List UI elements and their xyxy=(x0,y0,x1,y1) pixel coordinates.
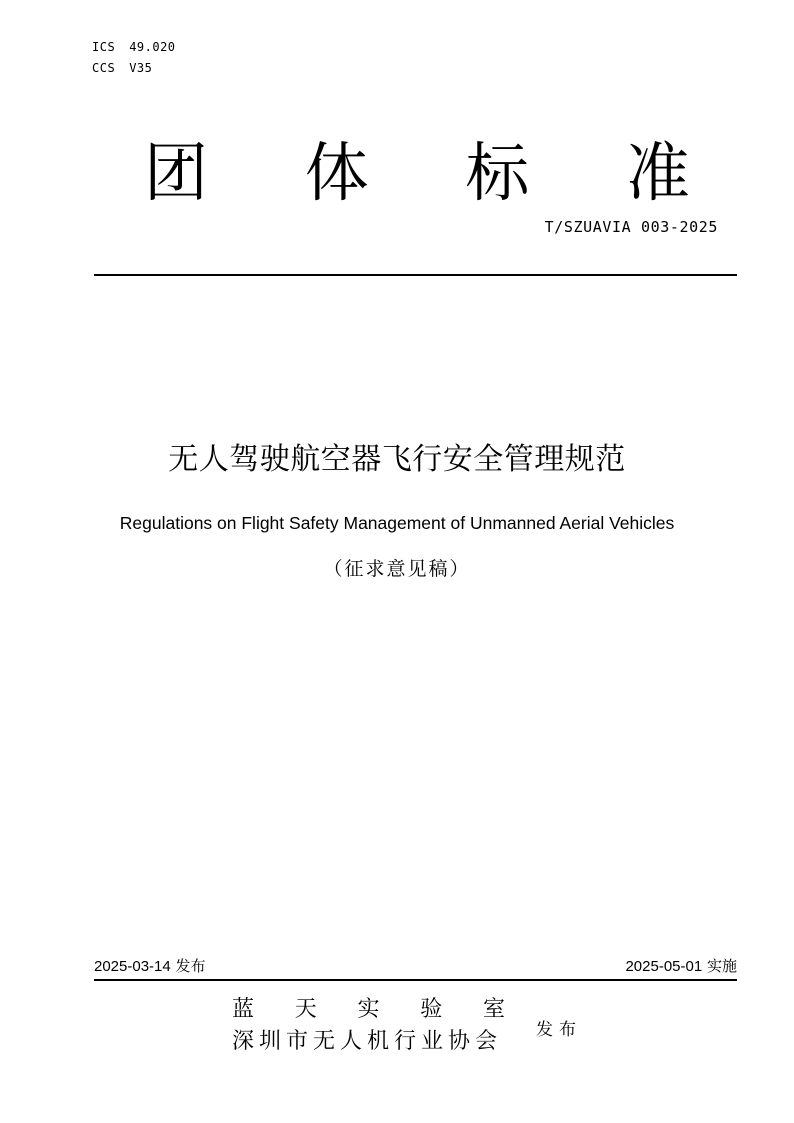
standard-type-char: 团 xyxy=(144,137,208,211)
standard-type-char: 标 xyxy=(465,137,530,211)
header-divider xyxy=(94,274,737,276)
publisher-1-char: 天 xyxy=(294,997,317,1022)
publish-label: 发布 xyxy=(536,1020,582,1040)
document-title-cn: 无人驾驶航空器飞行安全管理规范 xyxy=(168,442,626,477)
footer-divider xyxy=(94,979,737,981)
document-title-en: Regulations on Flight Safety Management of Unmanned Aerial Vehicles xyxy=(119,513,675,533)
standard-number: T/SZUAVIA 003-2025 xyxy=(544,218,718,236)
standard-type-heading xyxy=(94,138,734,210)
standard-type-char: 体 xyxy=(304,137,369,211)
effective-date-line xyxy=(625,956,737,977)
publisher-1-char: 室 xyxy=(482,997,505,1022)
ics-label: ICS xyxy=(92,40,116,54)
ccs-code-line xyxy=(92,61,152,75)
standard-type-char: 准 xyxy=(625,137,690,211)
release-date: 2025-03-14 xyxy=(94,958,171,975)
release-label: 发布 xyxy=(175,957,206,975)
draft-note: （征求意见稿） xyxy=(323,558,471,580)
publisher-1-char: 验 xyxy=(420,997,443,1022)
publisher-2: 深圳市无人机行业协会 xyxy=(232,1029,503,1054)
ics-code: 49.020 xyxy=(129,40,176,54)
publisher-1-char: 蓝 xyxy=(232,997,255,1022)
publisher-1 xyxy=(232,996,505,1024)
effective-date: 2025-05-01 xyxy=(625,958,703,975)
publisher-1-char: 实 xyxy=(357,997,380,1022)
effective-label: 实施 xyxy=(706,957,737,975)
ccs-code: V35 xyxy=(129,61,153,75)
release-date-line xyxy=(94,956,206,977)
ics-code-line xyxy=(92,40,176,54)
ccs-label: CCS xyxy=(92,61,116,75)
